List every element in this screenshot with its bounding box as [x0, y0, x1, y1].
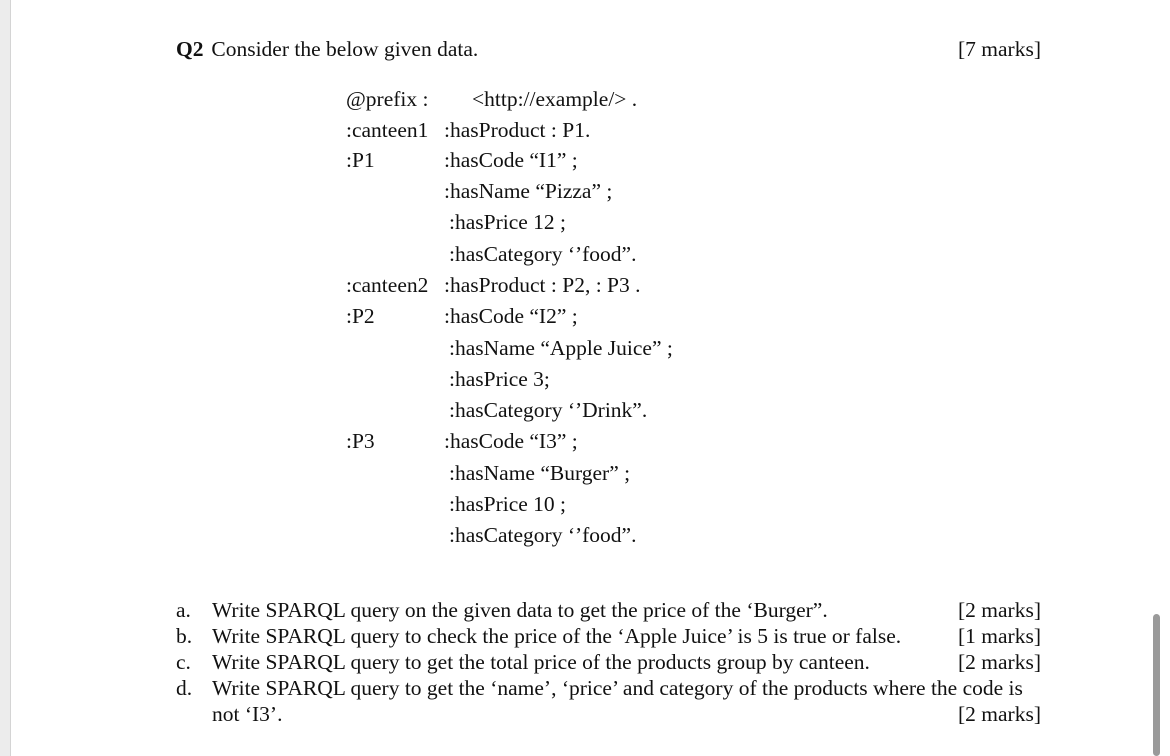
code-body: :hasName “Pizza” ; [444, 179, 613, 203]
subquestion-text: Write SPARQL query to get the total price of the products group by canteen. [212, 650, 870, 674]
code-subject: :P2 [346, 304, 375, 328]
subquestion-text: Write SPARQL query on the given data to get the price of the ‘Burger”. [212, 598, 828, 622]
subquestion-marks: [2 marks] [958, 702, 1041, 726]
code-body: :hasCode “I1” ; [444, 148, 578, 172]
code-subject: :canteen2 [346, 273, 429, 297]
code-body: :hasCategory ‘’Drink”. [449, 398, 648, 422]
code-body: <http://example/> . [472, 87, 638, 111]
question-marks: [7 marks] [958, 37, 1041, 61]
subquestion-letter: d. [176, 676, 193, 700]
subquestion-letter: c. [176, 650, 191, 674]
code-subject: :P1 [346, 148, 375, 172]
page-edge [10, 0, 11, 756]
subquestion-letter: a. [176, 598, 191, 622]
subquestion-text: Write SPARQL query to check the price of the ‘Apple Juice’ is 5 is true or false. [212, 624, 902, 648]
code-subject: :P3 [346, 429, 375, 453]
code-body: :hasProduct : P2, : P3 . [444, 273, 641, 297]
code-body: :hasName “Burger” ; [449, 461, 631, 485]
subquestion-continuation: not ‘I3’. [212, 702, 283, 726]
code-body: :hasName “Apple Juice” ; [449, 336, 673, 360]
subquestion-letter: b. [176, 624, 193, 648]
code-body: :hasCategory ‘’food”. [449, 242, 637, 266]
question-text: Consider the below given data. [206, 37, 479, 61]
left-margin-bar [0, 0, 10, 756]
code-subject: :canteen1 [346, 118, 429, 142]
code-body: :hasCode “I3” ; [444, 429, 578, 453]
code-subject: @prefix : [346, 87, 429, 111]
code-body: :hasCode “I2” ; [444, 304, 578, 328]
subquestion-marks: [2 marks] [958, 650, 1041, 674]
code-body: :hasPrice 3; [449, 367, 550, 391]
code-body: :hasCategory ‘’food”. [449, 523, 637, 547]
code-body: :hasPrice 12 ; [449, 210, 567, 234]
subquestion-text: Write SPARQL query to get the ‘name’, ‘price’ and category of the products where the code is [212, 676, 1023, 700]
code-body: :hasPrice 10 ; [449, 492, 567, 516]
question-number: Q2 [176, 37, 204, 61]
code-body: :hasProduct : P1. [444, 118, 591, 142]
subquestion-marks: [1 marks] [958, 624, 1041, 648]
scrollbar-thumb[interactable] [1153, 614, 1160, 756]
subquestion-marks: [2 marks] [958, 598, 1041, 622]
